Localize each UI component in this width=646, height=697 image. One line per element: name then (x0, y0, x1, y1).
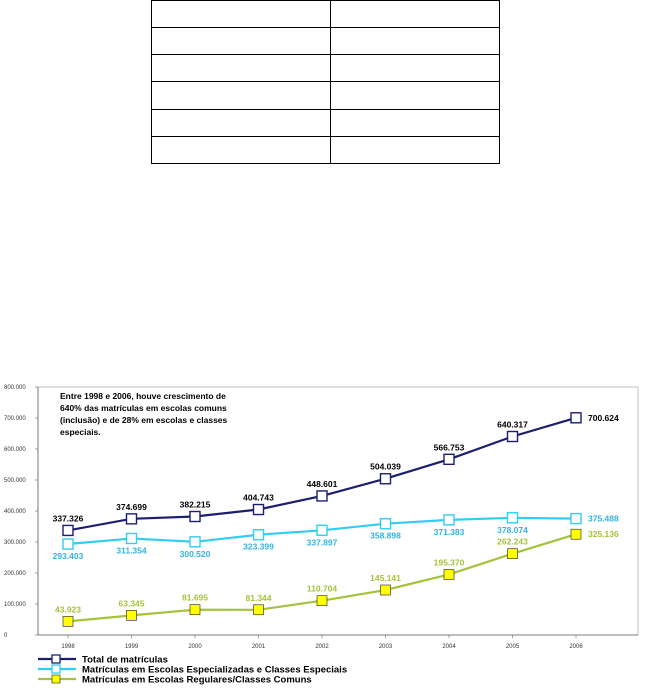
data-label: 43.923 (55, 604, 81, 615)
x-tick-label: 2003 (378, 644, 393, 650)
y-tick-label: 300.000 (4, 540, 26, 546)
empty-table (151, 0, 500, 164)
legend-label: Matrículas em Escolas Especializadas e Classes Especiais (82, 664, 348, 676)
data-label: 311.354 (116, 545, 147, 556)
data-point (63, 539, 73, 549)
y-tick-label: 500.000 (4, 478, 26, 484)
x-tick-label: 2004 (442, 644, 456, 650)
table-cell (152, 1, 331, 28)
legend-swatch-marker (52, 655, 60, 663)
y-tick-label: 600.000 (4, 447, 26, 453)
data-label: 323.399 (243, 541, 274, 552)
table-cell (152, 82, 331, 109)
data-point (317, 491, 327, 501)
x-tick-label: 2005 (505, 644, 520, 650)
data-label: 110.704 (306, 583, 338, 594)
data-label: 63.345 (118, 598, 145, 609)
data-label: 293.403 (52, 551, 84, 562)
data-point (317, 596, 327, 606)
data-point (254, 605, 264, 615)
data-label: 375.488 (588, 513, 619, 524)
y-tick-label: 200.000 (4, 571, 26, 577)
table-cell (331, 109, 500, 136)
data-label: 404.743 (243, 492, 274, 503)
data-label: 504.039 (370, 461, 401, 472)
data-label: 337.326 (52, 513, 84, 524)
table-cell (331, 136, 500, 163)
data-point (508, 432, 518, 442)
data-point (571, 529, 581, 539)
table-row (152, 55, 500, 82)
data-point (63, 616, 73, 626)
data-point (571, 413, 581, 423)
data-point (127, 533, 137, 543)
y-tick-label: 100.000 (4, 602, 26, 608)
data-point (127, 610, 137, 620)
table-cell (152, 28, 331, 55)
table-row (152, 82, 500, 109)
table-cell (152, 109, 331, 136)
data-label: 300.520 (179, 548, 211, 559)
y-tick-label: 0 (4, 633, 8, 639)
data-label: 448.601 (306, 478, 338, 489)
data-label: 325.136 (588, 529, 619, 540)
data-label: 358.898 (370, 530, 401, 541)
enrollment-chart (0, 372, 646, 697)
data-label: 700.624 (588, 412, 619, 423)
legend-label: Matrículas em Escolas Regulares/Classes Comuns (82, 674, 312, 686)
x-tick-label: 2000 (188, 644, 202, 650)
data-point (571, 514, 581, 524)
annotation-line: (inclusão) e de 28% em escolas e classes (60, 415, 228, 425)
data-label: 262.243 (497, 536, 528, 547)
annotation-line: especiais. (60, 427, 101, 437)
x-tick-label: 1999 (124, 644, 139, 650)
data-label: 81.695 (182, 592, 208, 603)
x-tick-label: 2002 (315, 644, 329, 650)
data-label: 374.699 (116, 501, 147, 512)
table-cell (331, 28, 500, 55)
y-tick-label: 800.000 (4, 385, 26, 391)
legend-swatch-marker (52, 675, 60, 683)
data-label: 371.383 (433, 526, 465, 537)
x-tick-label: 1998 (61, 644, 75, 650)
table-cell (331, 55, 500, 82)
data-point (444, 454, 454, 464)
data-point (190, 537, 200, 547)
data-point (127, 514, 137, 524)
legend-label: Total de matrículas (82, 654, 168, 666)
table-cell (331, 82, 500, 109)
table-row (152, 109, 500, 136)
table-cell (152, 55, 331, 82)
x-tick-label: 2006 (569, 644, 583, 650)
x-tick-label: 2001 (251, 644, 266, 650)
data-label: 145.141 (370, 573, 401, 584)
data-label: 378.074 (497, 524, 528, 535)
table-row (152, 1, 500, 28)
data-point (190, 605, 200, 615)
data-point (444, 515, 454, 525)
data-point (381, 585, 391, 595)
y-tick-label: 400.000 (4, 509, 26, 515)
annotation-line: 640% das matrículas em escolas comuns (60, 403, 227, 413)
data-point (190, 512, 200, 522)
table-cell (331, 1, 500, 28)
data-point (508, 549, 518, 559)
annotation-line: Entre 1998 e 2006, houve crescimento de (60, 391, 226, 401)
data-point (381, 474, 391, 484)
table-row (152, 136, 500, 163)
data-label: 337.897 (306, 537, 338, 548)
table-row (152, 28, 500, 55)
data-point (63, 525, 73, 535)
data-point (254, 530, 264, 540)
data-point (254, 505, 264, 515)
data-label: 81.344 (245, 592, 272, 603)
data-label: 640.317 (497, 419, 528, 430)
data-point (381, 519, 391, 529)
legend-swatch-marker (52, 665, 60, 673)
y-tick-label: 700.000 (4, 416, 26, 422)
data-label: 195.370 (433, 557, 465, 568)
data-point (508, 513, 518, 523)
data-point (317, 525, 327, 535)
data-label: 382.215 (179, 499, 211, 510)
data-label: 566.753 (433, 442, 465, 453)
table-cell (152, 136, 331, 163)
data-point (444, 569, 454, 579)
